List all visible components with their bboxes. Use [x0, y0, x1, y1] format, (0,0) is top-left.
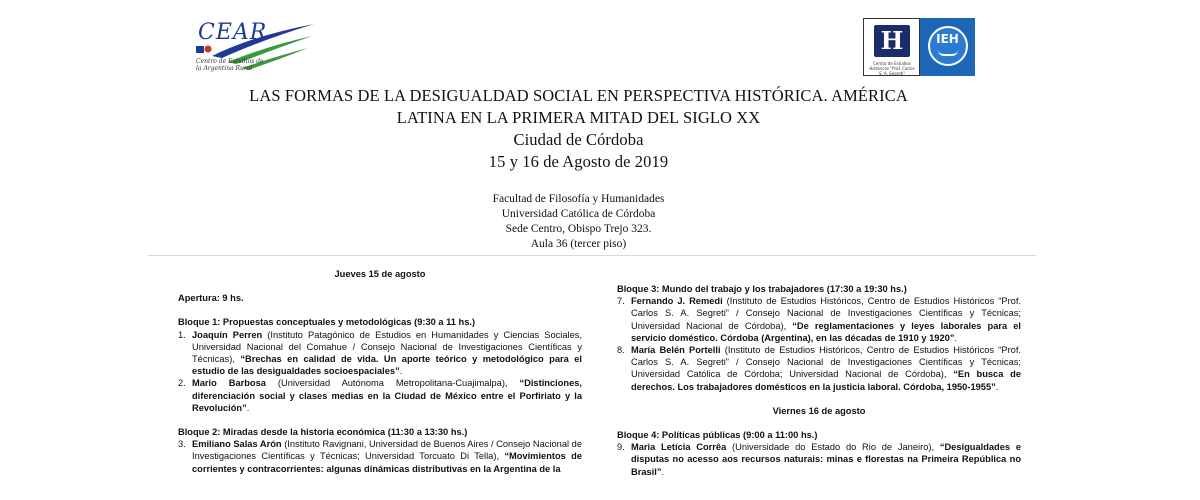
item-affiliation: (Universidad Autónoma Metropolitana-Cuajimalpa),	[265, 378, 520, 389]
ieh-logo	[920, 18, 975, 76]
cear-logo-subtitle: Centro de Estudios de la Argentina Rural	[196, 58, 264, 72]
item-author: Maria Letícia Corrêa	[631, 442, 727, 453]
item-end: .	[399, 366, 403, 377]
item-affiliation: (Instituto de Estudios Históricos, Centro de Estudios Históricos “Prof. Carlos S. A. Segreti” / Consejo Nacional de Investigaciones Científicas y Técnicas; Universidad Católica de Córdoba; Universidad Nacional de Córdoba),	[631, 345, 1021, 380]
list-item	[178, 438, 582, 475]
day-heading-friday: Viernes 16 de agosto	[772, 405, 866, 416]
item-affiliation: (Instituto de Estudios Históricos, Centro de Estudios Históricos “Prof. Carlos S. A. Segreti” / Consejo Nacional de Investigaciones Científicas y Técnicas; Universidad Nacional de Córdoba),	[631, 296, 1022, 331]
venue-line-2: Universidad Católica de Córdoba	[501, 208, 656, 220]
item-number: 3.	[178, 439, 186, 450]
event-title-line-1: LAS FORMAS DE LA DESIGUALDAD SOCIAL EN PERSPECTIVA HISTÓRICA. AMÉRICA	[249, 86, 908, 105]
item-number: 7.	[617, 296, 625, 307]
item-author: Mario Barbosa	[192, 378, 266, 389]
opening-time: Apertura: 9 hs.	[178, 293, 244, 304]
venue-block	[0, 192, 1157, 252]
event-title-block	[0, 85, 1157, 173]
h-logo-caption: Centro de Estudios Históricos "Prof. Carlos S. A. Segreti"	[869, 61, 915, 76]
item-paper-title: “De reglamentaciones y leyes laborales para el servicio doméstico. Córdoba (Argentina), en las décadas de 1910 y 1920”	[631, 320, 1021, 343]
ieh-logo-text: IEH	[936, 32, 959, 46]
section-divider	[148, 255, 1036, 256]
item-end: .	[246, 402, 250, 413]
list-item	[178, 329, 582, 378]
item-paper-title: “Movimientos de corrientes y contracorrientes: algunas dinámicas distributivas en la Argentina de la	[192, 451, 583, 474]
item-number: 9.	[617, 442, 625, 453]
event-title-line-2: LATINA EN LA PRIMERA MITAD DEL SIGLO XX	[396, 108, 761, 127]
cehistoricos-logo	[863, 18, 920, 76]
block-1-heading: Bloque 1: Propuestas conceptuales y metodológicas (9:30 a 11 hs.)	[178, 317, 476, 328]
event-dates: 15 y 16 de Agosto de 2019	[488, 152, 669, 171]
item-number: 1.	[178, 329, 186, 340]
cear-logo-text: CEAR	[198, 20, 268, 45]
item-author: Emiliano Salas Arón	[192, 439, 282, 450]
item-paper-title: “Distinciones, diferenciación social y clases medias en la Ciudad de México entre el Porfiriato y la Revolución”	[192, 378, 582, 413]
day-heading-thursday: Jueves 15 de agosto	[334, 269, 426, 279]
venue-line-1: Facultad de Filosofía y Humanidades	[492, 193, 665, 205]
item-affiliation: (Instituto Ravignani, Universidad de Buenos Aires / Consejo Nacional de Investigaciones Científicas y Técnicas; Universidad Torcuato Di Tella),	[192, 439, 582, 462]
list-item	[178, 377, 582, 414]
item-paper-title: “Brechas en calidad de vida. Un aporte teórico y metodológico para el estudio de las desigualdades socioespaciales”	[192, 354, 582, 377]
item-affiliation: (Instituto Patagónico de Estudios en Humanidades y Ciencias Sociales, Universidad Nacional del Comahue / Consejo Nacional de Investigaciones Científicas y Técnicas),	[192, 329, 582, 365]
block-2-heading: Bloque 2: Miradas desde la historia económica (11:30 a 13:30 hs.)	[178, 427, 468, 438]
item-author: María Belén Portelli	[631, 345, 721, 356]
venue-line-3: Sede Centro, Obispo Trejo 323.	[505, 223, 652, 235]
ieh-wave-icon	[938, 50, 958, 56]
list-item	[617, 344, 1021, 393]
item-end: .	[995, 381, 999, 392]
cear-logo	[192, 18, 322, 80]
event-city: Ciudad de Córdoba	[513, 130, 644, 149]
partner-logos	[863, 18, 975, 76]
item-paper-title: “En busca de derechos. Los trabajadores domésticos en la justicia laboral. Córdoba, 1950-1955”	[631, 369, 1021, 392]
item-paper-title: “Desigualdades e disputas no acesso aos recursos naturais: minas e florestas na Primeira República no Brasil”	[631, 442, 1022, 477]
venue-line-4: Aula 36 (tercer piso)	[530, 238, 627, 250]
h-logo-icon: H	[874, 25, 910, 57]
list-item	[617, 295, 1021, 344]
item-end: .	[954, 332, 958, 343]
item-end: .	[661, 466, 665, 477]
item-number: 2.	[178, 378, 186, 389]
item-affiliation: (Universidade do Estado do Rio de Janeiro),	[726, 442, 940, 453]
item-author: Fernando J. Remedi	[631, 296, 723, 307]
item-author: Joaquín Perren	[192, 329, 263, 340]
program-left-column	[178, 268, 582, 475]
item-number: 8.	[617, 345, 625, 356]
list-item	[617, 441, 1021, 478]
block-3-heading: Bloque 3: Mundo del trabajo y los trabajadores (17:30 a 19:30 hs.)	[617, 284, 907, 294]
block-4-heading: Bloque 4: Políticas públicas (9:00 a 11:00 hs.)	[617, 430, 818, 441]
program-right-column	[617, 283, 1021, 478]
